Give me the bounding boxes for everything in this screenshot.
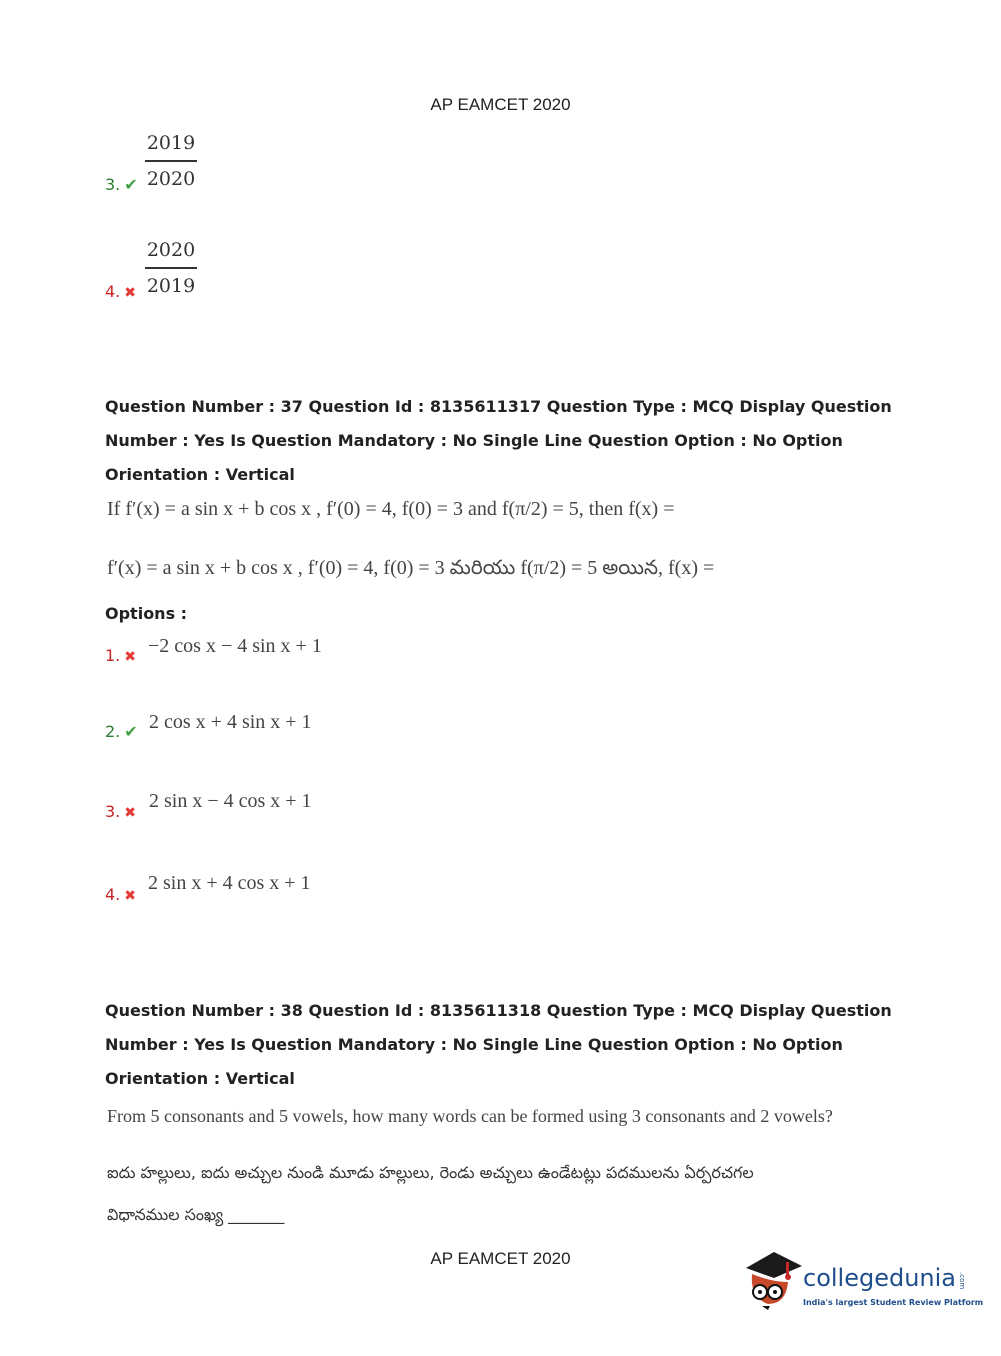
q37-option-2 bbox=[105, 711, 705, 751]
q38-meta-line-3: Orientation : Vertical bbox=[105, 1069, 295, 1088]
q37-option-3 bbox=[105, 790, 705, 830]
wrong-cross-icon: ✖ bbox=[124, 888, 136, 904]
fraction-numerator: 2020 bbox=[145, 239, 197, 269]
option-number: 3. bbox=[105, 802, 121, 821]
option-number: 2. bbox=[105, 722, 121, 741]
q37-meta bbox=[105, 390, 905, 492]
fraction-denominator: 2019 bbox=[146, 275, 196, 297]
option-text: −2 cos x − 4 sin x + 1 bbox=[148, 635, 322, 657]
q38-meta-line-1: Question Number : 38 Question Id : 8135611318 Question Type : MCQ Display Question bbox=[105, 1001, 892, 1020]
collegedunia-mascot-icon bbox=[742, 1248, 804, 1312]
q37-option-1 bbox=[105, 635, 705, 675]
wrong-cross-icon: ✖ bbox=[124, 649, 136, 665]
q37-stem-telugu: f′(x) = a sin x + b cos x , f′(0) = 4, f(0) = 3 మరియు f(π/2) = 5 అయిన, f(x) = bbox=[107, 557, 715, 579]
q38-meta-line-2: Number : Yes Is Question Mandatory : No Single Line Question Option : No Option bbox=[105, 1035, 843, 1054]
option-number: 4. bbox=[105, 282, 121, 301]
q38-stem-telugu-line-1: ఐదు హల్లులు, ఐదు అచ్చుల నుండి మూడు హల్లులు, రెండు అచ్చులు ఉండేటట్లు పదములను ఏర్పరచగల bbox=[107, 1163, 754, 1182]
fraction bbox=[145, 239, 197, 297]
correct-check-icon: ✔ bbox=[124, 722, 138, 741]
wrong-cross-icon: ✖ bbox=[124, 805, 136, 821]
option-number: 4. bbox=[105, 885, 121, 904]
q38-meta bbox=[105, 994, 905, 1096]
options-label: Options : bbox=[105, 604, 188, 623]
fraction bbox=[145, 132, 197, 190]
collegedunia-tagline: India's largest Student Review Platform bbox=[803, 1298, 984, 1307]
q38-stem-english: From 5 consonants and 5 vowels, how many words can be formed using 3 consonants and 2 vowels? bbox=[107, 1106, 833, 1126]
q37-meta-line-1: Question Number : 37 Question Id : 8135611317 Question Type : MCQ Display Question bbox=[105, 397, 892, 416]
option-number: 3. bbox=[105, 175, 121, 194]
correct-check-icon: ✔ bbox=[124, 175, 138, 194]
fraction-denominator: 2020 bbox=[146, 168, 196, 190]
q38-stem-telugu-line-2: విధానముల సంఖ్య _______ bbox=[107, 1205, 285, 1224]
q37-stem-english: If f′(x) = a sin x + b cos x , f′(0) = 4, f(0) = 3 and f(π/2) = 5, then f(x) = bbox=[107, 498, 675, 520]
option-text: 2 sin x − 4 cos x + 1 bbox=[149, 790, 312, 812]
fraction-numerator: 2019 bbox=[145, 132, 197, 162]
option-text: 2 cos x + 4 sin x + 1 bbox=[149, 711, 312, 733]
page-footer: AP EAMCET 2020 bbox=[430, 1249, 571, 1268]
page-header: AP EAMCET 2020 bbox=[430, 95, 571, 114]
wrong-cross-icon: ✖ bbox=[124, 285, 136, 301]
option-number: 1. bbox=[105, 646, 121, 665]
q37-meta-line-2: Number : Yes Is Question Mandatory : No Single Line Question Option : No Option bbox=[105, 431, 843, 450]
collegedunia-logo-suffix: .com bbox=[958, 1272, 966, 1290]
option-text: 2 sin x + 4 cos x + 1 bbox=[148, 872, 311, 894]
collegedunia-logo-text: collegedunia bbox=[803, 1264, 957, 1292]
q37-meta-line-3: Orientation : Vertical bbox=[105, 465, 295, 484]
q37-option-4 bbox=[105, 872, 705, 912]
